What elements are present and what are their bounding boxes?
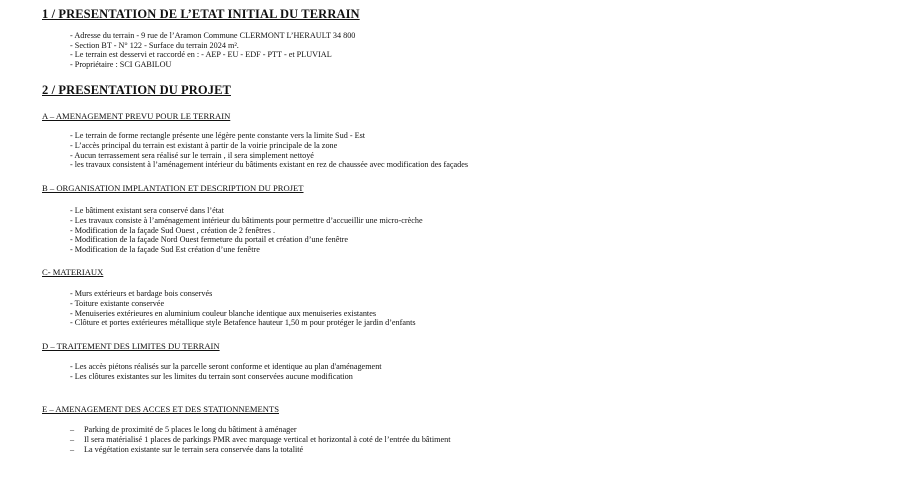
list-item <box>70 445 450 455</box>
subsection-e-list <box>70 425 450 454</box>
list-item: - Section BT - N° 122 - Surface du terrain 2024 m². <box>70 40 239 50</box>
list-item: - Menuiseries extérieures en aluminium couleur blanche identique aux menuiseries existantes <box>70 308 377 318</box>
list-item <box>70 435 450 445</box>
list-item-text: La végétation existante sur le terrain sera conservée dans la totalité <box>84 444 304 454</box>
subsection-a-heading: A – AMENAGEMENT PREVU POUR LE TERRAIN <box>42 111 231 121</box>
list-item-text: Parking de proximité de 5 places le long du bâtiment à aménager <box>84 425 297 434</box>
subsection-b-heading: B – ORGANISATION IMPLANTATION ET DESCRIPTION DU PROJET <box>42 183 304 193</box>
subsection-c-list <box>70 289 416 328</box>
list-item: - Toiture existante conservée <box>70 298 165 308</box>
list-item: - Modification de la façade Nord Ouest fermeture du portail et création d’une fenêtre <box>70 235 349 245</box>
list-item: - Propriétaire : SCI GABILOU <box>70 59 172 69</box>
list-item: - Aucun terrassement sera réalisé sur le terrain , il sera simplement nettoyé <box>70 150 314 160</box>
list-item: - Les accès piétons réalisés sur la parcelle seront conforme et identique au plan d'aménagement <box>70 362 382 371</box>
subsection-e-heading: E – AMENAGEMENT DES ACCES ET DES STATIONNEMENTS <box>42 404 280 414</box>
section-1-title: 1 / PRESENTATION DE L’ETAT INITIAL DU TERRAIN <box>42 7 360 21</box>
list-item: - Les clôtures existantes sur les limites du terrain sont conservées aucune modification <box>70 371 353 381</box>
list-item: - Le terrain de forme rectangle présente une légère pente constante vers la limite Sud - Est <box>70 131 366 140</box>
list-item: - Modification de la façade Sud Est création d’une fenêtre <box>70 245 260 255</box>
list-item <box>70 425 450 435</box>
dash-bullet: – <box>70 444 75 454</box>
list-item-text: Il sera matérialisé 1 places de parkings PMR avec marquage vertical et horizontal à coté de l’entrée du bâtiment <box>84 434 451 444</box>
list-item: - Adresse du terrain - 9 rue de l’Aramon Commune CLERMONT L’HERAULT 34 800 <box>70 31 356 40</box>
dash-bullet: – <box>70 425 75 434</box>
list-item: - les travaux consistent à l’aménagement intérieur du bâtiments existant en rez de chaussée avec modification des façades <box>70 160 469 170</box>
section-1-list <box>70 31 355 69</box>
section-2-title: 2 / PRESENTATION DU PROJET <box>42 83 231 97</box>
list-item: - Les travaux consiste à l’aménagement intérieur du bâtiments pour permettre d’accueillir une micro-crèche <box>70 215 423 225</box>
dash-bullet: – <box>70 434 75 444</box>
list-item: - L’accès principal du terrain est existant à partir de la voirie principale de la zone <box>70 140 338 150</box>
subsection-a-list <box>70 131 468 170</box>
list-item: - Modification de la façade Sud Ouest , création de 2 fenêtres . <box>70 225 276 235</box>
subsection-c-heading: C- MATERIAUX <box>42 267 104 277</box>
subsection-b-list <box>70 206 423 255</box>
list-item: - Le terrain est desservi et raccordé en : - AEP - EU - EDF - PTT - et PLUVIAL <box>70 50 332 60</box>
list-item: - Le bâtiment existant sera conservé dans l’état <box>70 206 224 215</box>
list-item: - Clôture et portes extérieures métallique style Betafence hauteur 1,50 m pour protéger le jardin d’enfants <box>70 318 416 328</box>
list-item: - Murs extérieurs et bardage bois conservés <box>70 289 213 298</box>
subsection-d-list <box>70 362 382 382</box>
subsection-d-heading: D – TRAITEMENT DES LIMITES DU TERRAIN <box>42 341 220 351</box>
